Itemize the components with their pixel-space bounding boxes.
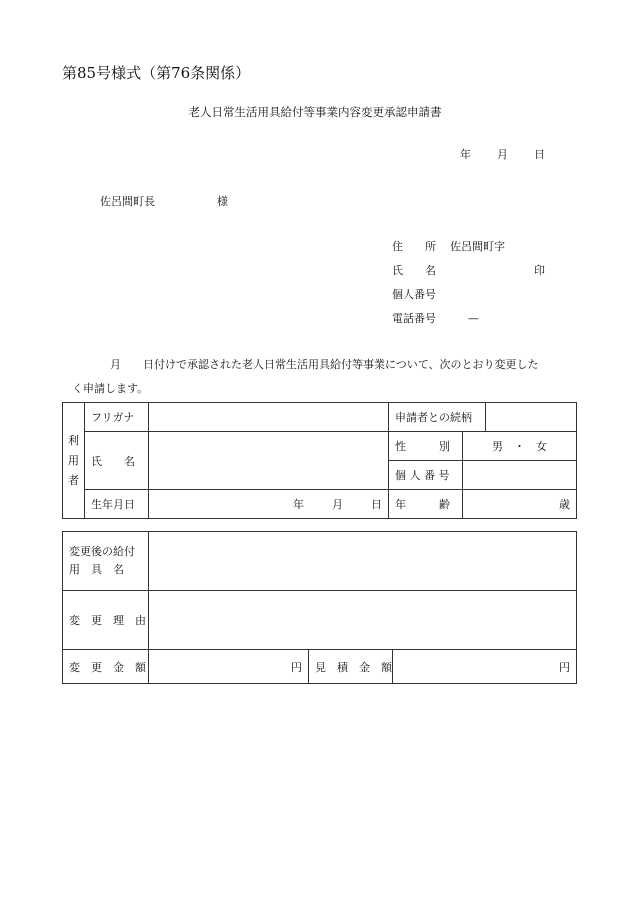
reason-field[interactable] [149,591,577,650]
addressee [100,193,228,209]
applicant-name-label: 氏 名 [392,264,436,277]
furigana-row [63,403,577,432]
birth-day: 日 [371,498,382,511]
age-unit: 歳 [559,498,570,511]
item-name-label [63,532,149,591]
applicant-phone-label: 電話番号 [392,312,436,325]
estimate-unit: 円 [559,660,571,674]
applicant-name-row [392,262,545,278]
applicant-phone-row [392,310,479,326]
applicant-address-label: 住 所 [392,240,436,253]
item-name-label-line1: 変更後の給付 [69,545,135,558]
applicant-address-row [392,238,505,254]
addressee-honorific: 様 [217,195,228,208]
date-year: 年 [460,148,471,161]
applicant-address-value: 佐呂間町字 [450,240,505,253]
date-day: 日 [534,148,545,161]
form-number: 第85号様式（第76条関係） [62,64,251,82]
gender-options[interactable]: 男 ・ 女 [463,432,577,461]
birth-year: 年 [293,498,304,511]
age-label: 年 齢 [389,490,463,519]
reason-label: 変 更 理 由 [63,591,149,650]
applicant-seal: 印 [534,264,545,277]
user-personal-number-label: 個 人 番 号 [389,461,463,490]
relation-field[interactable] [486,403,577,432]
date-line [460,146,545,162]
user-info-table [62,402,577,519]
item-name-label-line2: 用 具 名 [69,563,124,576]
date-month: 月 [497,148,508,161]
amount-row [63,650,577,684]
applicant-personal-number-label: 個人番号 [392,288,436,301]
birthdate-field[interactable] [149,490,389,519]
request-line-1: 月 日付けで承認された老人日常生活用具給付等事業について、次のとおり変更した [110,358,539,371]
user-section-char: 用 [68,453,79,467]
amount-field[interactable] [149,650,309,684]
birth-month: 月 [332,498,343,511]
addressee-name: 佐呂間町長 [100,195,155,208]
furigana-label: フリガナ [85,403,149,432]
document-title: 老人日常生活用具給付等事業内容変更承認申請書 [188,105,442,119]
birthdate-label: 生年月日 [85,490,149,519]
request-statement [62,353,582,401]
reason-row [63,591,577,650]
applicant-phone-dash: — [468,312,479,325]
user-section-char: 者 [68,473,79,487]
item-name-field[interactable] [149,532,577,591]
birthdate-row [63,490,577,519]
estimate-field[interactable] [393,650,577,684]
user-name-label: 氏 名 [85,432,149,490]
request-line-2: く申請します。 [72,382,149,395]
user-section-char: 利 [68,433,79,447]
estimate-label: 見 積 金 額 [309,650,393,684]
user-personal-number-field[interactable] [463,461,577,490]
age-field[interactable] [463,490,577,519]
relation-label: 申請者との続柄 [389,403,486,432]
amount-label: 変 更 金 額 [63,650,149,684]
name-gender-row [63,432,577,461]
user-section-label [63,403,85,519]
gender-label: 性 別 [389,432,463,461]
amount-unit: 円 [291,660,302,674]
furigana-field[interactable] [149,403,389,432]
user-name-field[interactable] [149,432,389,490]
item-name-row [63,532,577,591]
change-details-table [62,531,577,684]
applicant-personal-number-row [392,286,436,302]
